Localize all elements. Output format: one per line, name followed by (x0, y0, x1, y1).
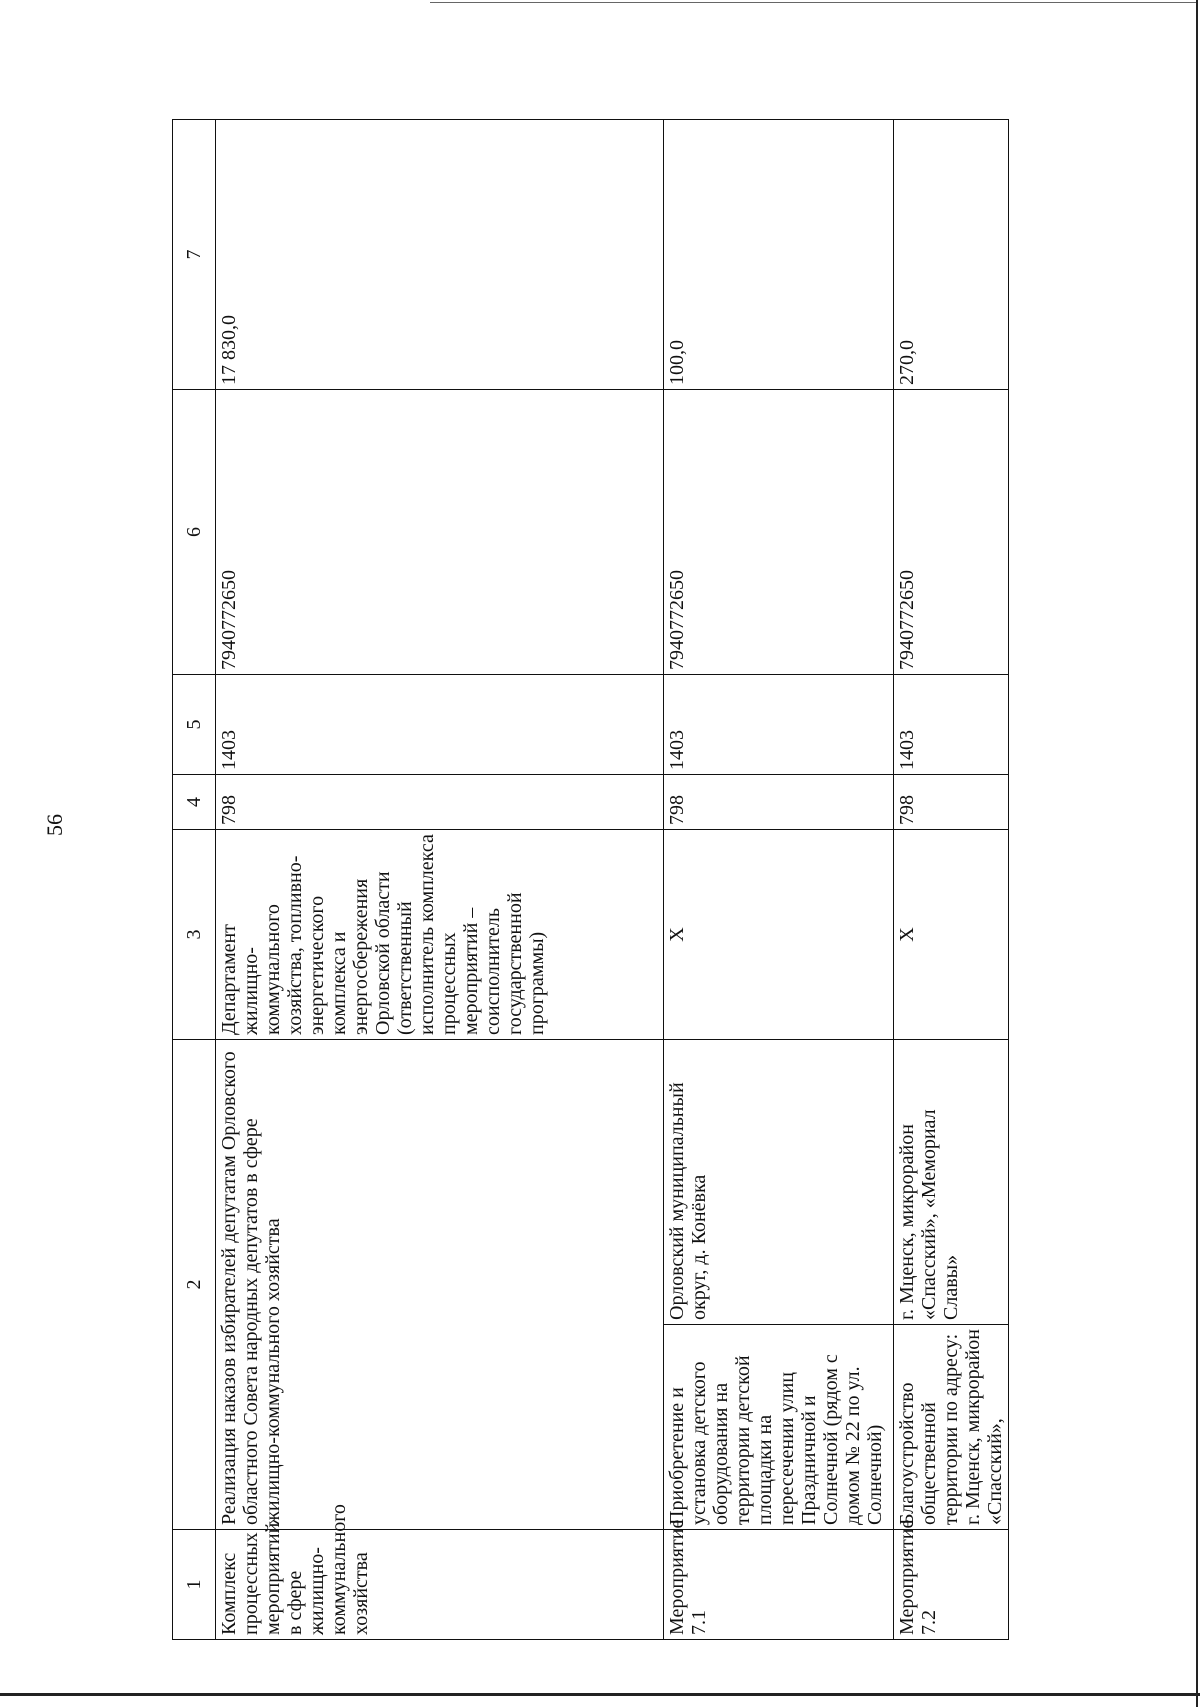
cell-col6: 7940772650 (664, 390, 894, 675)
cell-col2-description: Приобретение и установка детского оборудования на территории детской площадки на пересечении улиц Праздничной и Солнечной (рядом с домом № 22 по ул. Солнечной) (664, 1325, 894, 1530)
cell-col6: 7940772650 (216, 390, 664, 675)
cell-col1: Мероприятие 7.2 (894, 1530, 1009, 1640)
cell-col2-location: Орловский муниципальный округ, д. Конёвка (664, 1040, 894, 1325)
cell-col1: Комплекс процессных мероприятий в сфере жилищно-коммунального хозяйства (216, 1530, 664, 1640)
header-col-1: 1 (173, 1530, 216, 1640)
cell-col7: 100,0 (664, 120, 894, 390)
header-col-5: 5 (173, 675, 216, 775)
header-col-4: 4 (173, 775, 216, 830)
cell-col4: 798 (664, 775, 894, 830)
header-col-3: 3 (173, 830, 216, 1040)
rotated-page (172, 50, 1172, 1700)
header-col-2: 2 (173, 1040, 216, 1530)
scan-border-right (1196, 0, 1198, 1707)
page-number: 56 (42, 814, 67, 836)
cell-col6: 7940772650 (894, 390, 1009, 675)
table-row-measure-7-2 (894, 120, 1009, 1640)
cell-col3: X (894, 830, 1009, 1040)
cell-col2-description: Благоустройство общественной территории по адресу: г. Мценск, микрорайон «Спасский», (894, 1325, 1009, 1530)
cell-col2-location: г. Мценск, микрорайон «Спасский», «Мемориал Славы» (894, 1040, 1009, 1325)
table-row-complex (216, 120, 664, 1640)
cell-col4: 798 (894, 775, 1009, 830)
cell-col5: 1403 (216, 675, 664, 775)
cell-col1: Мероприятие 7.1 (664, 1530, 894, 1640)
cell-col7: 17 830,0 (216, 120, 664, 390)
header-col-6: 6 (173, 390, 216, 675)
cell-col7: 270,0 (894, 120, 1009, 390)
budget-table (172, 119, 1009, 1640)
header-col-7: 7 (173, 120, 216, 390)
table-row-measure-7-1 (664, 120, 894, 1640)
cell-col5: 1403 (894, 675, 1009, 775)
cell-col4: 798 (216, 775, 664, 830)
cell-col3: X (664, 830, 894, 1040)
scan-border-top (430, 2, 1196, 3)
header-row (173, 120, 216, 1640)
cell-col3: Департамент жилищно-коммунального хозяйства, топливно-энергетического комплекса и энергосбережения Орловской области (ответственный исполнитель комплекса процессных мероприятий – соисполнитель государственной программы) (216, 830, 664, 1040)
cell-col2: Реализация наказов избирателей депутатам Орловского областного Совета народных депутатов в сфере жилищно-коммунального хозяйства (216, 1040, 664, 1530)
cell-col5: 1403 (664, 675, 894, 775)
